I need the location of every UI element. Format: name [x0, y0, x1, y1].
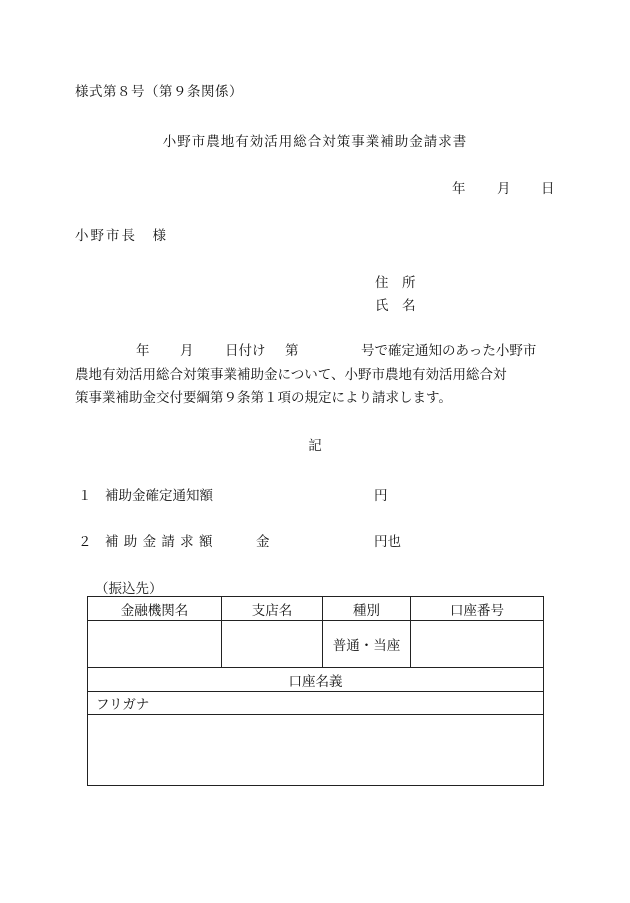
- date-month-label: 月: [497, 181, 511, 197]
- address-label: 住 所: [375, 275, 416, 291]
- account-holder-header: 口座名義: [88, 668, 544, 692]
- header-branch-name: 支店名: [222, 597, 323, 621]
- item-1-label: 補助金確定通知額: [105, 488, 213, 504]
- ki-heading: 記: [308, 438, 322, 454]
- item-2-label: 補 助 金 請 求 額: [105, 534, 213, 550]
- bank-account-table: [87, 596, 544, 786]
- body-line1-rest: 号で確定通知のあった小野市: [361, 343, 537, 359]
- account-holder-name-cell[interactable]: [88, 715, 544, 786]
- name-label: 氏 名: [375, 298, 416, 314]
- item-2-unit: 円也: [374, 534, 401, 550]
- item-1-number: １: [78, 488, 92, 504]
- body-year: 年: [136, 343, 150, 359]
- body-month: 月: [180, 343, 194, 359]
- body-day-dated: 日付け: [225, 343, 266, 359]
- header-account-type: 種別: [323, 597, 411, 621]
- furigana-cell[interactable]: フリガナ: [88, 692, 544, 715]
- account-type-cell[interactable]: 普通・当座: [323, 621, 411, 668]
- item-2-prefix: 金: [256, 534, 270, 550]
- body-line-2: [75, 364, 555, 388]
- date-day-label: 日: [541, 181, 555, 197]
- body-line-1: [75, 340, 555, 364]
- document-title: 小野市農地有効活用総合対策事業補助金請求書: [162, 134, 468, 150]
- header-account-number: 口座番号: [411, 597, 544, 621]
- date-year-label: 年: [452, 181, 466, 197]
- account-number-cell[interactable]: [411, 621, 544, 668]
- bank-name-cell[interactable]: [88, 621, 222, 668]
- item-2-number: ２: [78, 534, 92, 550]
- body-line-2-text: 農地有効活用総合対策事業補助金について、小野市農地有効活用総合対: [75, 366, 507, 383]
- bank-caption: （振込先）: [95, 581, 163, 597]
- body-line-3-text: 策事業補助金交付要綱第９条第１項の規定により請求します。: [75, 390, 452, 406]
- item-1-unit: 円: [374, 488, 388, 504]
- branch-name-cell[interactable]: [222, 621, 323, 668]
- header-bank-name: 金融機関名: [88, 597, 222, 621]
- addressee: 小野市長 様: [75, 228, 168, 244]
- body-dai: 第: [285, 343, 299, 359]
- body-line-3: [75, 387, 555, 411]
- form-number: 様式第８号（第９条関係）: [75, 84, 243, 100]
- request-body: [75, 340, 555, 411]
